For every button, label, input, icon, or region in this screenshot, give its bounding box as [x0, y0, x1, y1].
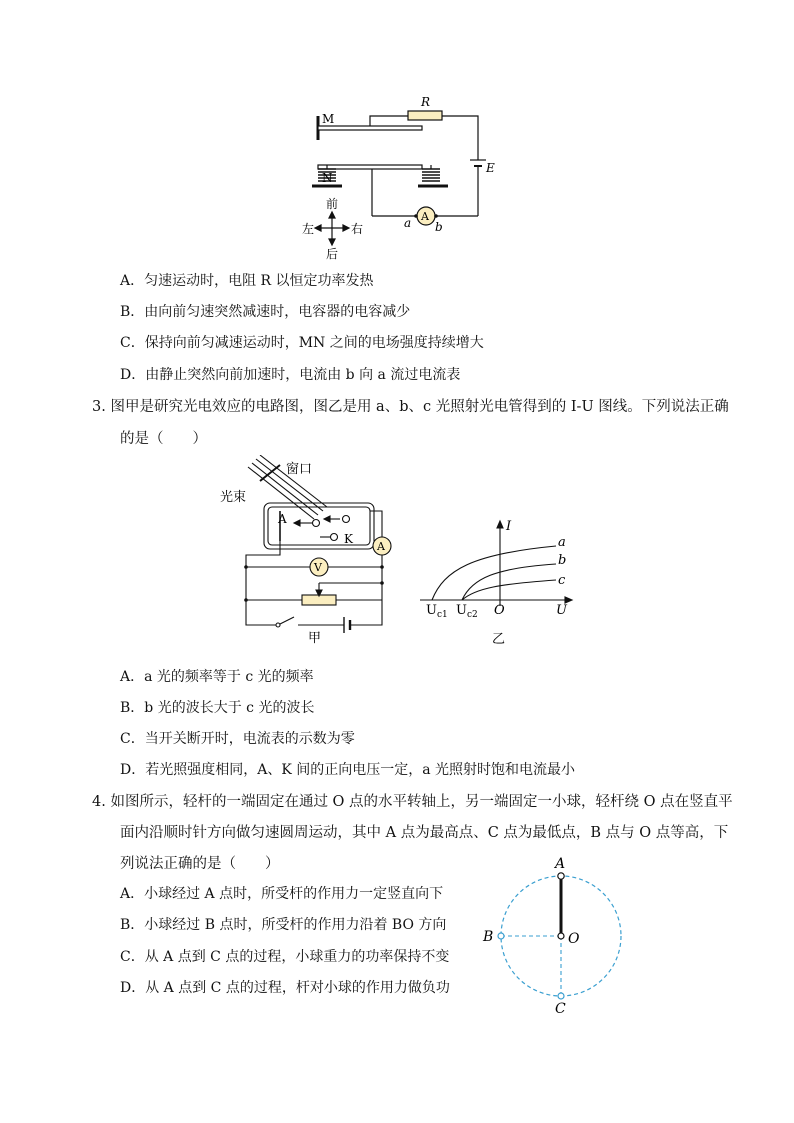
iu-graph-figure: [420, 518, 580, 648]
dir-back: 后: [326, 247, 339, 261]
point-o: O: [568, 931, 580, 947]
label-jia: 甲: [308, 631, 322, 645]
point-b: B: [483, 929, 494, 945]
label-anode: A: [278, 512, 287, 526]
label-a: a: [404, 216, 412, 230]
q4-stem-line1: 4. 如图所示，轻杆的一端固定在通过 O 点的水平转轴上，另一端固定一小球，轻杆绕 O 点在竖直平: [92, 794, 733, 810]
circular-motion-figure: [478, 850, 638, 1020]
label-cathode: K: [344, 532, 353, 546]
q3-stem-line2: 的是（ ）: [120, 431, 207, 447]
q4-option-a: A．小球经过 A 点时，所受杆的作用力一定竖直向下: [120, 886, 444, 902]
q4-stem-line2: 面内沿顺时针方向做匀速圆周运动，其中 A 点为最高点、C 点为最低点，B 点与 O 点等高，下: [120, 825, 729, 841]
dir-right: 右: [351, 222, 364, 236]
label-b: b: [435, 220, 443, 234]
dir-front: 前: [326, 197, 339, 211]
label-r: R: [421, 95, 431, 109]
capacitor-circuit-figure: [290, 90, 510, 265]
ammeter-label: A: [421, 210, 429, 223]
q3-option-b: B．b 光的波长大于 c 光的波长: [120, 700, 315, 716]
label-e: E: [486, 161, 495, 175]
curve-b: [462, 564, 556, 600]
curve-a: [432, 546, 556, 600]
point-c: C: [555, 1001, 566, 1017]
ball: [558, 873, 564, 879]
q4-option-d: D．从 A 点到 C 点的过程，杆对小球的作用力做负功: [120, 980, 450, 996]
q3-stem-line1: 3. 图甲是研究光电效应的电路图，图乙是用 a、b、c 光照射光电管得到的 I-U 图线。下列说法正确: [92, 399, 729, 415]
q3-option-c: C．当开关断开时，电流表的示数为零: [120, 731, 355, 747]
axis-i: I: [506, 519, 512, 534]
label-yi: 乙: [492, 632, 506, 647]
curve-b-label: b: [558, 553, 567, 568]
point-a: A: [555, 856, 566, 872]
q4-option-b: B．小球经过 B 点时，所受杆的作用力沿着 BO 方向: [120, 917, 447, 933]
label-window: 窗口: [286, 462, 313, 477]
q2-option-a: A．匀速运动时，电阻 R 以恒定功率发热: [120, 273, 374, 289]
curve-c-label: c: [558, 573, 566, 588]
q3-option-d: D．若光照强度相同，A、K 间的正向电压一定，a 光照射时饱和电流最小: [120, 762, 576, 778]
curve-a-label: a: [558, 535, 566, 550]
q3-option-a: A．a 光的频率等于 c 光的频率: [120, 669, 314, 685]
label-beam: 光束: [220, 490, 247, 505]
voltmeter-label: V: [314, 561, 322, 574]
photoelectric-circuit-figure: [220, 455, 400, 645]
q2-option-d: D．由静止突然向前加速时，电流由 b 向 a 流过电流表: [120, 367, 461, 383]
origin-o: O: [494, 603, 505, 618]
q2-option-b: B．由向前匀速突然减速时，电容器的电容减少: [120, 304, 411, 320]
q4-stem-line3: 列说法正确的是（ ）: [120, 856, 280, 872]
axis-u: U: [556, 603, 567, 618]
uc2-label: $U_{c2}$: [456, 603, 478, 620]
dir-left: 左: [302, 222, 315, 236]
uc1-label: $U_{c1}$: [426, 603, 448, 620]
label-m: M: [322, 112, 335, 126]
q4-option-c: C．从 A 点到 C 点的过程，小球重力的功率保持不变: [120, 949, 450, 965]
label-n: N: [322, 171, 333, 185]
ammeter-label: A: [377, 540, 385, 553]
q2-option-c: C．保持向前匀减速运动时，MN 之间的电场强度持续增大: [120, 335, 484, 351]
